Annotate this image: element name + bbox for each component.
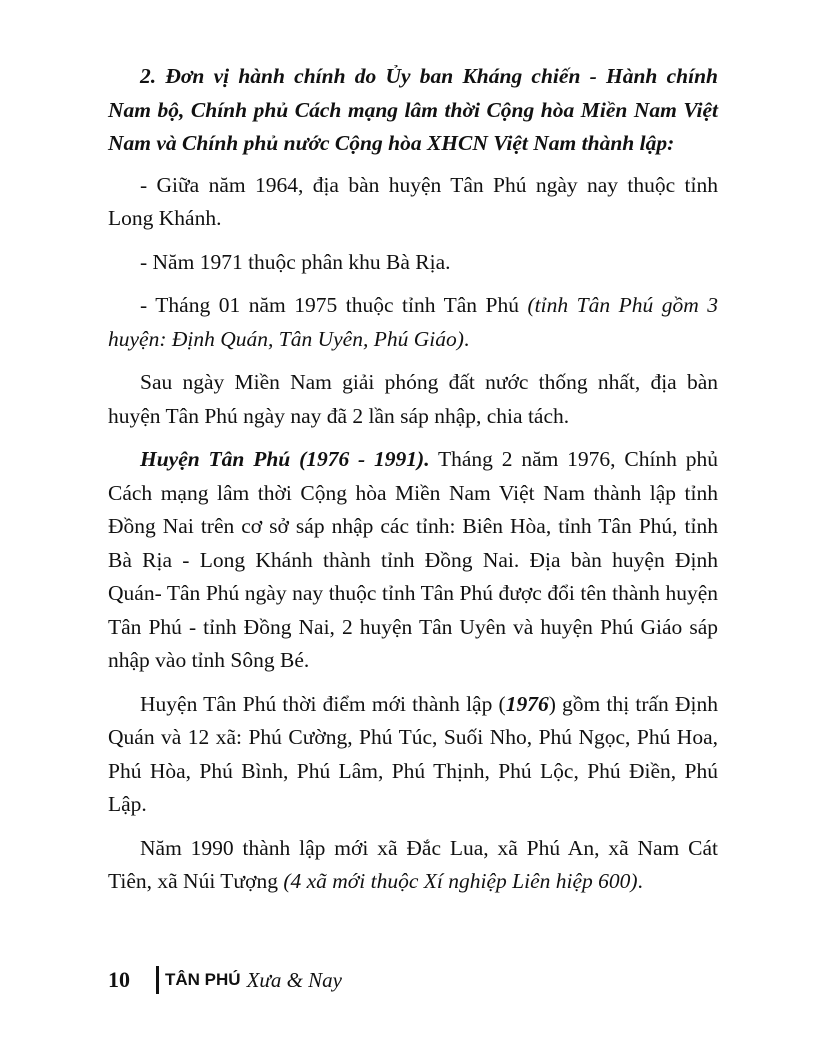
page-footer — [108, 962, 342, 998]
page-number: 10 — [108, 967, 130, 992]
paragraph-text: ) gồm thị trấn Định Quán và 12 xã: Phú Cường, Phú Túc, Suối Nho, Phú Ngọc, Phú Hoa, Phú Hòa, Phú Bình, Phú Lâm, Phú Thịnh, Phú Lộc, Phú Điền, Phú Lập. — [108, 691, 718, 816]
paragraph-lead: Huyện Tân Phú (1976 - 1991). — [140, 447, 430, 471]
paragraph-text: Huyện Tân Phú thời điểm mới thành lập ( — [140, 691, 506, 716]
list-item — [108, 289, 718, 356]
paragraph-text: Năm 1990 thành lập mới xã Đắc Lua, xã Phú An, xã Nam Cát Tiên, xã Núi Tượng — [108, 835, 718, 893]
founding-year: 1976 — [505, 691, 549, 716]
paragraph-note: (4 xã mới thuộc Xí nghiệp Liên hiệp 600) — [283, 869, 638, 893]
paragraph-founding — [108, 688, 718, 822]
footer-divider — [156, 966, 159, 994]
paragraph-after-liberation: Sau ngày Miền Nam giải phóng đất nước thống nhất, địa bàn huyện Tân Phú ngày nay đã 2 lần sáp nhập, chia tách. — [108, 370, 718, 428]
section-heading: 2. Đơn vị hành chính do Ủy ban Kháng chiến - Hành chính Nam bộ, Chính phủ Cách mạng lâm thời Cộng hòa Miền Nam Việt Nam và Chính phủ nước Cộng hòa XHCN Việt Nam thành lập: — [108, 64, 718, 155]
list-item-text: - Tháng 01 năm 1975 thuộc tỉnh Tân Phú — [140, 293, 528, 317]
list-item-note: (tỉnh Tân Phú gồm 3 huyện: Định Quán, Tân Uyên, Phú Giáo) — [108, 293, 719, 351]
paragraph-1976 — [108, 443, 718, 678]
list-item: - Giữa năm 1964, địa bàn huyện Tân Phú ngày nay thuộc tỉnh Long Khánh. — [108, 172, 718, 230]
book-title: TÂN PHÚ — [165, 970, 241, 989]
paragraph-suffix: . — [637, 869, 643, 893]
list-item-suffix: . — [463, 326, 470, 351]
paragraph-1990 — [108, 832, 718, 899]
list-item: - Năm 1971 thuộc phân khu Bà Rịa. — [140, 249, 451, 274]
paragraph-text: Tháng 2 năm 1976, Chính phủ Cách mạng lâm thời Cộng hòa Miền Nam Việt Nam thành lập tỉnh Đồng Nai trên cơ sở sáp nhập các tỉnh: Biên Hòa, tỉnh Tân Phú, tỉnh Bà Rịa - Long Khánh thành tỉnh Đồng Nai. Địa bàn huyện Định Quán- Tân Phú ngày nay thuộc tỉnh Tân Phú được đổi tên thành huyện Tân Phú - tỉnh Đồng Nai, 2 huyện Tân Uyên và huyện Phú Giáo sáp nhập vào tỉnh Sông Bé. — [108, 447, 718, 672]
page-body — [108, 60, 718, 909]
book-subtitle: Xưa & Nay — [246, 967, 343, 992]
